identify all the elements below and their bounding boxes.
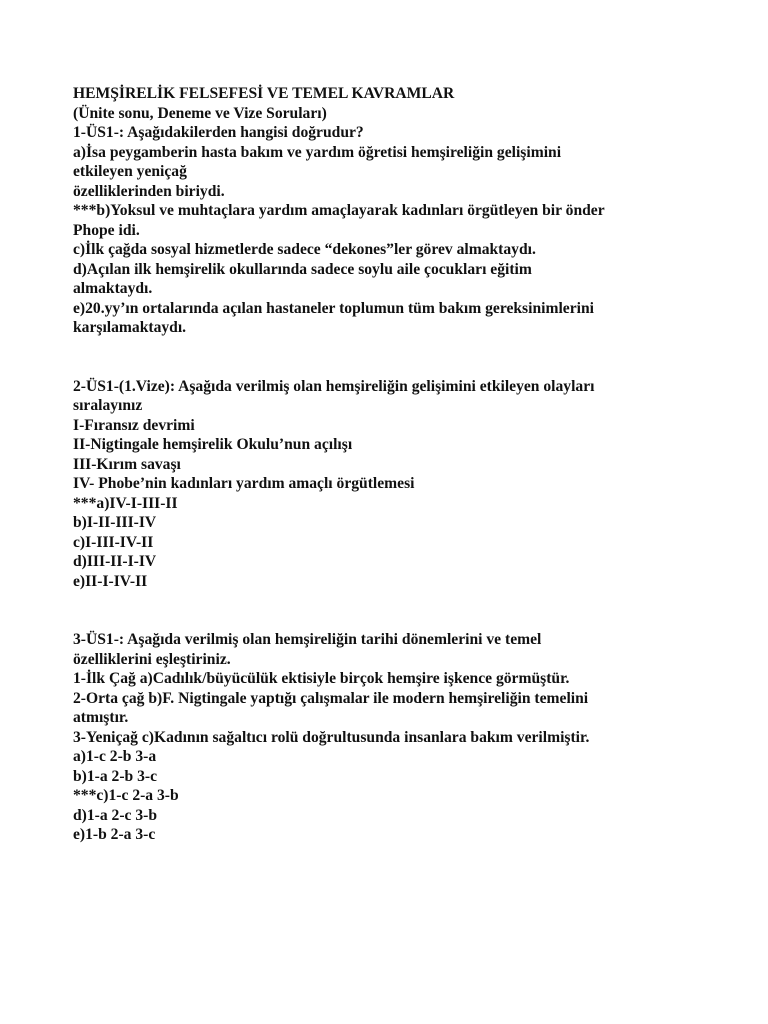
question-1 xyxy=(73,123,713,338)
document-subtitle: (Ünite sonu, Deneme ve Vize Soruları) xyxy=(73,104,327,122)
question-1-stem: 1-ÜS1-: Aşağıdakilerden hangisi doğrudur? xyxy=(73,124,364,141)
question-3-match-3: 3-Yeniçağ c)Kadının sağaltıcı rolü doğrultusunda insanlara bakım verilmiştir. xyxy=(73,728,590,746)
question-3-stem-cont: özelliklerini eşleştiriniz. xyxy=(73,650,231,668)
question-2-item-iii: III-Kırım savaşı xyxy=(73,455,181,473)
question-3-option-e: e)1-b 2-a 3-c xyxy=(73,826,156,843)
question-2-option-d: d)III-II-I-IV xyxy=(73,553,157,570)
question-2-item-i: I-Fıransız devrimi xyxy=(73,416,195,434)
question-1-option-b-cont: Phope idi. xyxy=(73,221,140,239)
question-1-option-d-cont: almaktaydı. xyxy=(73,280,153,297)
question-1-option-b-correct: ***b)Yoksul ve muhtaçlara yardım amaçlayarak kadınları örgütleyen bir önder xyxy=(73,202,605,219)
question-2-option-b: b)I-II-III-IV xyxy=(73,514,157,531)
question-3-option-c-correct: ***c)1-c 2-a 3-b xyxy=(73,787,179,804)
question-1-option-e: e)20.yy’ın ortalarında açılan hastaneler toplumun tüm bakım gereksinimlerini xyxy=(73,299,594,317)
question-3-option-b: b)1-a 2-b 3-c xyxy=(73,767,158,785)
question-1-option-d: d)Açılan ilk hemşirelik okullarında sadece soylu aile çocukları eğitim xyxy=(73,260,532,278)
question-3-match-2-cont: atmıştır. xyxy=(73,709,129,726)
question-1-option-a-cont: etkileyen yeniçağ xyxy=(73,163,187,180)
question-1-option-c: c)İlk çağda sosyal hizmetlerde sadece “dekones”ler görev almaktaydı. xyxy=(73,241,536,258)
question-3 xyxy=(73,630,713,845)
question-1-option-a: a)İsa peygamberin hasta bakım ve yardım öğretisi hemşireliğin gelişimini xyxy=(73,143,562,161)
spacer xyxy=(73,591,713,630)
question-2-option-e: e)II-I-IV-II xyxy=(73,572,148,590)
question-3-match-1: 1-İlk Çağ a)Cadılık/büyücülük ektisiyle birçok hemşire işkence görmüştür. xyxy=(73,670,570,687)
question-1-option-a-cont: özelliklerinden biriydi. xyxy=(73,182,225,200)
question-1-option-e-cont: karşılamaktaydı. xyxy=(73,319,187,336)
question-2-option-c: c)I-III-IV-II xyxy=(73,533,154,551)
question-2-stem: 2-ÜS1-(1.Vize): Aşağıda verilmiş olan hemşireliğin gelişimini etkileyen olayları xyxy=(73,377,595,395)
question-2-stem-cont: sıralayınız xyxy=(73,397,143,414)
document-page xyxy=(73,84,713,845)
question-2-option-a-correct: ***a)IV-I-III-II xyxy=(73,494,178,512)
question-3-stem: 3-ÜS1-: Aşağıda verilmiş olan hemşireliğin tarihi dönemlerini ve temel xyxy=(73,631,542,648)
question-3-option-d: d)1-a 2-c 3-b xyxy=(73,806,158,824)
question-2-item-ii: II-Nigtingale hemşirelik Okulu’nun açılışı xyxy=(73,436,353,453)
document-title: HEMŞİRELİK FELSEFESİ VE TEMEL KAVRAMLAR xyxy=(73,85,455,102)
question-2 xyxy=(73,377,713,592)
question-2-item-iv: IV- Phobe’nin kadınları yardım amaçlı örgütlemesi xyxy=(73,475,415,492)
question-3-match-2: 2-Orta çağ b)F. Nigtingale yaptığı çalışmalar ile modern hemşireliğin temelini xyxy=(73,689,589,707)
question-3-option-a: a)1-c 2-b 3-a xyxy=(73,748,157,765)
spacer xyxy=(73,338,713,377)
